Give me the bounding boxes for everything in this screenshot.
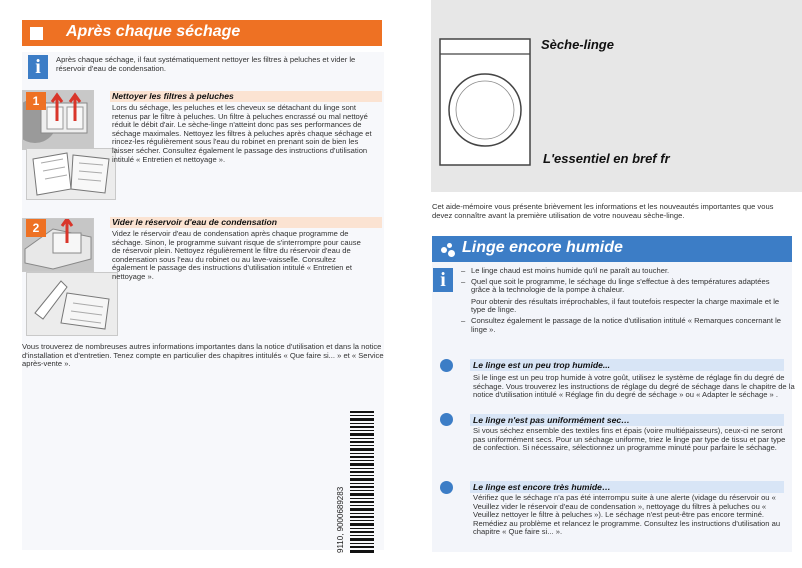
case-bullet-icon	[440, 481, 453, 494]
case1-title: Le linge est un peu trop humide...	[473, 360, 611, 370]
guide-title: L'essentiel en bref fr	[543, 151, 670, 166]
step2-photo-filter	[26, 272, 118, 336]
case1-body: Si le linge est un peu trop humide à votre goût, utilisez le système de réglage fin du degré de séchage. Vous trouverez les instructions de réglage du degré de séchage dans le chapitre de la notice d'utilisation intitulé « Réglage fin du degré de séchage » ou « Adapter le séchage » .	[473, 373, 795, 400]
case-bullet-icon	[440, 359, 453, 372]
right-intro-text: Cet aide-mémoire vous présente brièvement les informations et les nouveautés importantes que vous devez connaître avant la première utilisation de votre nouveau sèche-linge.	[432, 202, 774, 220]
case3-body: Vérifiez que le séchage n'a pas été interrompu suite à une alerte (vidage du réservoir ou « Veuillez vider le réservoir d'eau de condensation », nettoyage du filtres à peluches ou « Veuillez nettoyer le filtre à peluches »). Le séchage n'est peut-être pas encore terminé. Remédiez au problème et relancez le programme. Consultez les instructions d'utilisation au chapitre « Que faire si... ».	[473, 493, 781, 537]
case3-title: Le linge est encore très humide…	[473, 482, 611, 492]
info-note: Pour obtenir des résultats irréprochables, il faut toutefois respecter la charge maximale et le type de linge.	[471, 296, 780, 315]
step1-photo-open-filter	[26, 148, 116, 200]
product-title: Sèche-linge	[541, 37, 614, 52]
step1-title: Nettoyer les filtres à peluches	[112, 91, 234, 101]
footer-note: Vous trouverez de nombreuses autres informations importantes dans la notice d'utilisation et dans la notice d'installation et d'entretien. Tenez compte en particulier des chapitres intitulés « Que faire si... » et « Service après-vente ».	[22, 342, 384, 369]
section-title: Après chaque séchage	[66, 23, 241, 40]
step1-body: Lors du séchage, les peluches et les cheveux se détachant du linge sont retenus par le filtre à peluches. Un filtre à peluches encrassé ou mal nettoyé réduit le débit d'air. Le sèche-linge n'atteint donc pas ses performances de séchage maximales. Nettoyez les filtres à peluches après chaque séchage et rincez-les régulièrement sous l'eau du robinet en prenant soin de bien les laisser sécher. Consultez également le passage des instructions d'utilisation intitulé « Entretien et nettoyage ».	[112, 103, 372, 164]
step2-body: Videz le réservoir d'eau de condensation après chaque programme de séchage. Sinon, le programme suivant risque de s'interrompre pour cause de réservoir plein. Nettoyez régulièrement le filtre du réservoir d'eau de condensation sous l'eau du robinet ou au lave-vaisselle. Consultez également le passage des instructions d'utilisation intitulé « Entretien et nettoyage ».	[112, 229, 361, 281]
intro-text: Après chaque séchage, il faut systématiquement nettoyer les filtres à peluches et vider le réservoir d'eau de condensation.	[56, 55, 356, 73]
step1-badge: 1	[26, 92, 46, 110]
header-square-icon	[30, 27, 43, 40]
info-icon: i	[28, 55, 48, 79]
info-icon: i	[433, 268, 453, 292]
right-section-title: Linge encore humide	[462, 239, 623, 256]
section-header-damp-laundry	[432, 236, 792, 262]
info-list	[461, 267, 783, 336]
dryer-illustration	[439, 38, 531, 166]
laundry-dots-icon	[441, 243, 455, 257]
case2-body: Si vous séchez ensemble des textiles fins et épais (voire multiépaisseurs), ceux-ci ne seront pas uniformément secs. Pour un séchage uniforme, triez le linge par type de tissu et par type de confection. Si nécessaire, sélectionnez un programme minuté pour parfaire le séchage.	[473, 426, 786, 453]
barcode	[350, 411, 374, 553]
step2-badge: 2	[26, 219, 46, 237]
case-bullet-icon	[440, 413, 453, 426]
info-item: – Le linge chaud est moins humide qu'il ne paraît au toucher.	[461, 267, 783, 276]
barcode-number: 9110, 9000689283	[336, 486, 345, 553]
case2-title: Le linge n'est pas uniformément sec…	[473, 415, 630, 425]
cover-panel	[431, 0, 802, 192]
section-header-after-drying	[22, 20, 382, 46]
info-item: – Quel que soit le programme, le séchage du linge s'effectue à des températures adaptées grâce à la technologie de la pompe à chaleur. Pour obtenir des résultats irréprochables, il faut toutefois respecter la charge maximale et le type de linge.	[461, 278, 783, 315]
info-item: – Consultez également le passage de la notice d'utilisation intitulé « Remarques concernant le linge ».	[461, 317, 783, 334]
step2-title: Vider le réservoir d'eau de condensation	[112, 217, 278, 227]
